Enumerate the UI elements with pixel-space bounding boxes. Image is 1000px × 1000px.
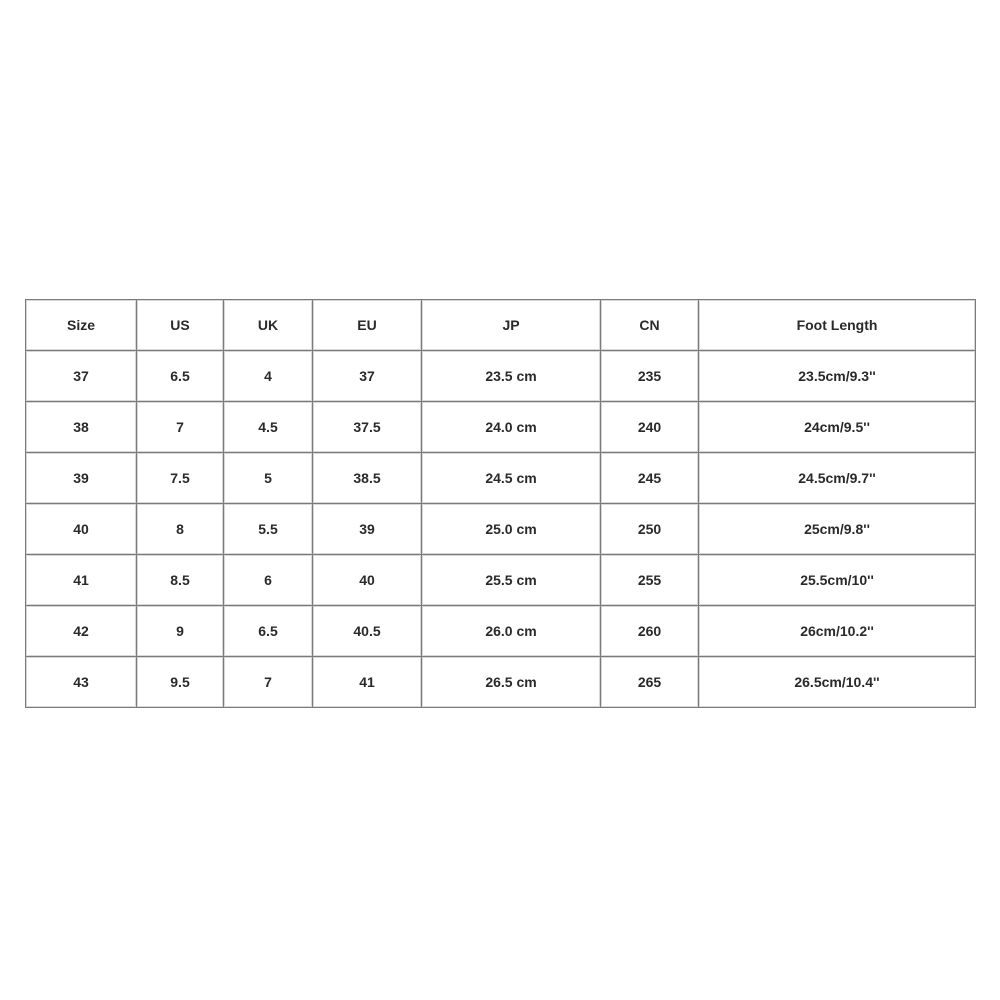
cell-uk: 4.5 — [224, 402, 313, 453]
cell-foot-length: 26cm/10.2'' — [699, 606, 976, 657]
cell-uk: 6 — [224, 555, 313, 606]
cell-foot-length: 26.5cm/10.4'' — [699, 657, 976, 708]
cell-cn: 250 — [601, 504, 699, 555]
cell-jp: 23.5 cm — [422, 351, 601, 402]
cell-uk: 5 — [224, 453, 313, 504]
cell-uk: 5.5 — [224, 504, 313, 555]
cell-us: 9 — [137, 606, 224, 657]
cell-jp: 26.0 cm — [422, 606, 601, 657]
cell-uk: 6.5 — [224, 606, 313, 657]
cell-cn: 260 — [601, 606, 699, 657]
table-row — [26, 504, 976, 555]
cell-cn: 240 — [601, 402, 699, 453]
cell-jp: 24.5 cm — [422, 453, 601, 504]
header-cn: CN — [601, 300, 699, 351]
cell-size: 41 — [26, 555, 137, 606]
cell-foot-length: 25.5cm/10'' — [699, 555, 976, 606]
table-row — [26, 606, 976, 657]
cell-uk: 7 — [224, 657, 313, 708]
table-row — [26, 402, 976, 453]
cell-foot-length: 25cm/9.8'' — [699, 504, 976, 555]
cell-us: 9.5 — [137, 657, 224, 708]
cell-jp: 25.5 cm — [422, 555, 601, 606]
cell-cn: 235 — [601, 351, 699, 402]
cell-foot-length: 24.5cm/9.7'' — [699, 453, 976, 504]
cell-us: 6.5 — [137, 351, 224, 402]
cell-jp: 25.0 cm — [422, 504, 601, 555]
table-header-row — [26, 300, 976, 351]
cell-cn: 265 — [601, 657, 699, 708]
table-row — [26, 657, 976, 708]
table-row — [26, 555, 976, 606]
cell-eu: 39 — [313, 504, 422, 555]
cell-size: 43 — [26, 657, 137, 708]
header-foot-length: Foot Length — [699, 300, 976, 351]
cell-eu: 37 — [313, 351, 422, 402]
cell-us: 7 — [137, 402, 224, 453]
table-row — [26, 453, 976, 504]
table-row — [26, 351, 976, 402]
cell-size: 40 — [26, 504, 137, 555]
cell-us: 7.5 — [137, 453, 224, 504]
header-jp: JP — [422, 300, 601, 351]
cell-eu: 40 — [313, 555, 422, 606]
cell-us: 8.5 — [137, 555, 224, 606]
cell-size: 42 — [26, 606, 137, 657]
cell-foot-length: 24cm/9.5'' — [699, 402, 976, 453]
cell-cn: 245 — [601, 453, 699, 504]
cell-size: 39 — [26, 453, 137, 504]
cell-cn: 255 — [601, 555, 699, 606]
cell-eu: 38.5 — [313, 453, 422, 504]
cell-uk: 4 — [224, 351, 313, 402]
cell-jp: 26.5 cm — [422, 657, 601, 708]
cell-size: 38 — [26, 402, 137, 453]
cell-eu: 37.5 — [313, 402, 422, 453]
size-chart-table — [25, 299, 976, 708]
cell-eu: 40.5 — [313, 606, 422, 657]
cell-foot-length: 23.5cm/9.3'' — [699, 351, 976, 402]
header-us: US — [137, 300, 224, 351]
cell-us: 8 — [137, 504, 224, 555]
header-size: Size — [26, 300, 137, 351]
size-chart — [25, 299, 975, 700]
header-eu: EU — [313, 300, 422, 351]
cell-jp: 24.0 cm — [422, 402, 601, 453]
cell-size: 37 — [26, 351, 137, 402]
header-uk: UK — [224, 300, 313, 351]
cell-eu: 41 — [313, 657, 422, 708]
